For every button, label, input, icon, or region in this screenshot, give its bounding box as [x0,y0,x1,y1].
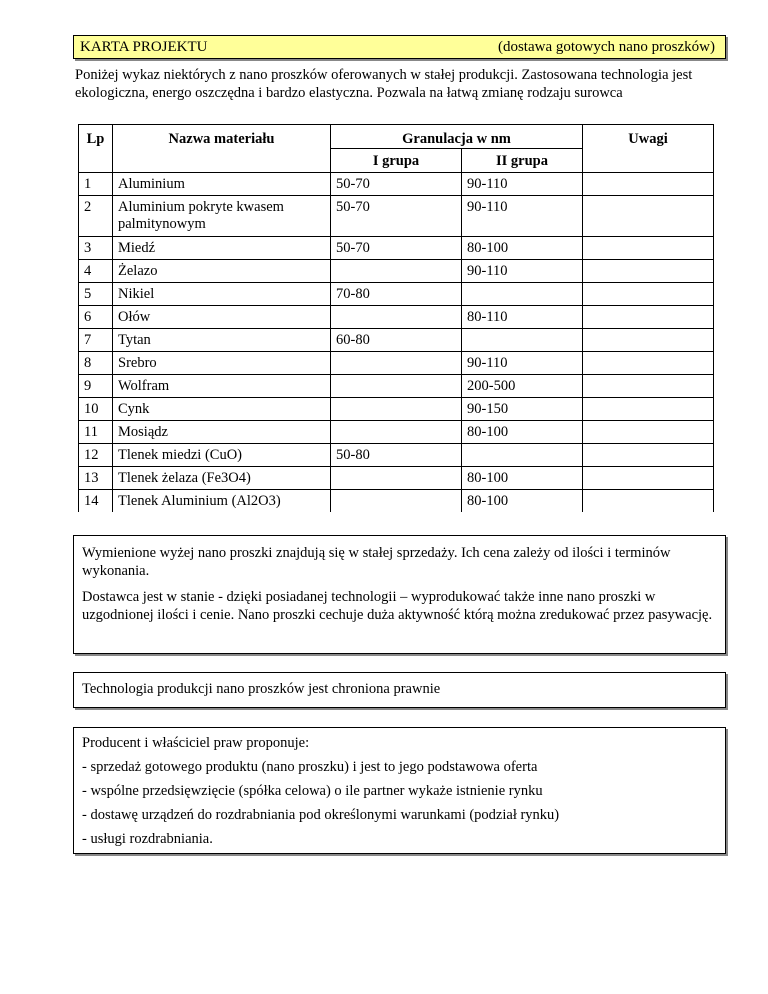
row-group2-value: 80-100 [462,467,583,490]
row-number: 13 [79,467,113,490]
row-material-name: Aluminium pokryte kwasem palmitynowym [113,196,331,237]
row-number: 1 [79,173,113,196]
offer-item: - sprzedaż gotowego produktu (nano proszku) i jest to jego podstawowa oferta [82,759,538,775]
row-group1-value: 60-80 [331,329,462,352]
row-notes [583,196,714,237]
row-group1-value [331,398,462,421]
row-notes [583,444,714,467]
row-group2-value: 80-100 [462,237,583,260]
row-group1-value [331,375,462,398]
row-notes [583,260,714,283]
row-material-name: Tlenek żelaza (Fe3O4) [113,467,331,490]
row-notes [583,375,714,398]
header-group1: I grupa [331,149,462,173]
row-material-name: Żelazo [113,260,331,283]
row-group2-value: 80-100 [462,490,583,513]
table-row [79,490,714,513]
row-material-name: Mosiądz [113,421,331,444]
row-group1-value [331,306,462,329]
row-number: 9 [79,375,113,398]
row-number: 12 [79,444,113,467]
row-material-name: Tlenek Aluminium (Al2O3) [113,490,331,513]
row-group2-value [462,283,583,306]
table-row [79,173,714,196]
row-number: 14 [79,490,113,513]
row-notes [583,421,714,444]
row-notes [583,306,714,329]
row-group2-value: 90-110 [462,196,583,237]
table-row [79,375,714,398]
header-title: KARTA PROJEKTU [80,39,208,55]
row-group1-value: 70-80 [331,283,462,306]
row-group2-value: 90-150 [462,398,583,421]
row-group1-value: 50-70 [331,173,462,196]
row-material-name: Nikiel [113,283,331,306]
row-material-name: Ołów [113,306,331,329]
row-number: 4 [79,260,113,283]
sales-info-p2: Dostawca jest w stanie - dzięki posiadanej technologii – wyprodukować także inne nano proszki w uzgodnionej ilości i cenie. Nano proszki cechuje duża aktywność którą można zredukować przez pasywację. [82,589,713,623]
row-group2-value: 90-110 [462,173,583,196]
header-box [73,35,726,59]
row-number: 11 [79,421,113,444]
row-notes [583,467,714,490]
header-granulation: Granulacja w nm [331,125,583,149]
sales-info-p1: Wymienione wyżej nano proszki znajdują się w stałej sprzedaży. Ich cena zależy od ilości i terminów wykonania. [82,545,671,579]
row-number: 3 [79,237,113,260]
row-notes [583,352,714,375]
row-material-name: Aluminium [113,173,331,196]
table-row [79,260,714,283]
table-row [79,467,714,490]
row-material-name: Wolfram [113,375,331,398]
table-row [79,398,714,421]
table-row [79,306,714,329]
row-number: 6 [79,306,113,329]
table-row [79,352,714,375]
row-material-name: Srebro [113,352,331,375]
offer-box [73,727,726,854]
row-group2-value: 90-110 [462,260,583,283]
row-notes [583,329,714,352]
row-material-name: Miedź [113,237,331,260]
table-row [79,237,714,260]
row-group2-value: 90-110 [462,352,583,375]
row-group1-value [331,260,462,283]
row-group1-value: 50-70 [331,237,462,260]
header-lp: Lp [79,125,113,173]
row-group2-value: 80-100 [462,421,583,444]
row-number: 10 [79,398,113,421]
row-notes [583,398,714,421]
table-row [79,421,714,444]
row-number: 5 [79,283,113,306]
header-name: Nazwa materiału [113,125,331,173]
row-number: 7 [79,329,113,352]
row-notes [583,173,714,196]
row-group1-value: 50-80 [331,444,462,467]
intro-paragraph: Poniżej wykaz niektórych z nano proszków oferowanych w stałej produkcji. Zastosowana technologia jest ekologiczna, energo oszczędna i bardzo elastyczna. Pozwala na łatwą zmianę rodzaju surowca [75,67,693,101]
row-group2-value: 200-500 [462,375,583,398]
row-material-name: Tytan [113,329,331,352]
row-group1-value [331,490,462,513]
table-row [79,444,714,467]
table-row [79,329,714,352]
row-group1-value [331,467,462,490]
technology-protection-box [73,672,726,708]
offer-item: - dostawę urządzeń do rozdrabniania pod określonymi warunkami (podział rynku) [82,807,560,823]
row-notes [583,283,714,306]
row-group2-value [462,444,583,467]
table-row [79,196,714,237]
row-group1-value: 50-70 [331,196,462,237]
row-material-name: Tlenek miedzi (CuO) [113,444,331,467]
row-number: 2 [79,196,113,237]
offer-item: - usługi rozdrabniania. [82,831,213,847]
header-subtitle: (dostawa gotowych nano proszków) [497,39,715,55]
row-number: 8 [79,352,113,375]
materials-table [78,124,714,512]
technology-protection-text: Technologia produkcji nano proszków jest chroniona prawnie [82,681,441,697]
header-group2: II grupa [462,149,583,173]
row-group2-value [462,329,583,352]
sales-info-box [73,535,726,654]
table-row [79,283,714,306]
header-notes: Uwagi [583,125,714,173]
row-group1-value [331,421,462,444]
offer-heading: Producent i właściciel praw proponuje: [82,735,310,751]
row-group1-value [331,352,462,375]
row-material-name: Cynk [113,398,331,421]
row-notes [583,490,714,513]
row-group2-value: 80-110 [462,306,583,329]
row-notes [583,237,714,260]
offer-item: - wspólne przedsięwzięcie (spółka celowa) o ile partner wykaże istnienie rynku [82,783,543,799]
